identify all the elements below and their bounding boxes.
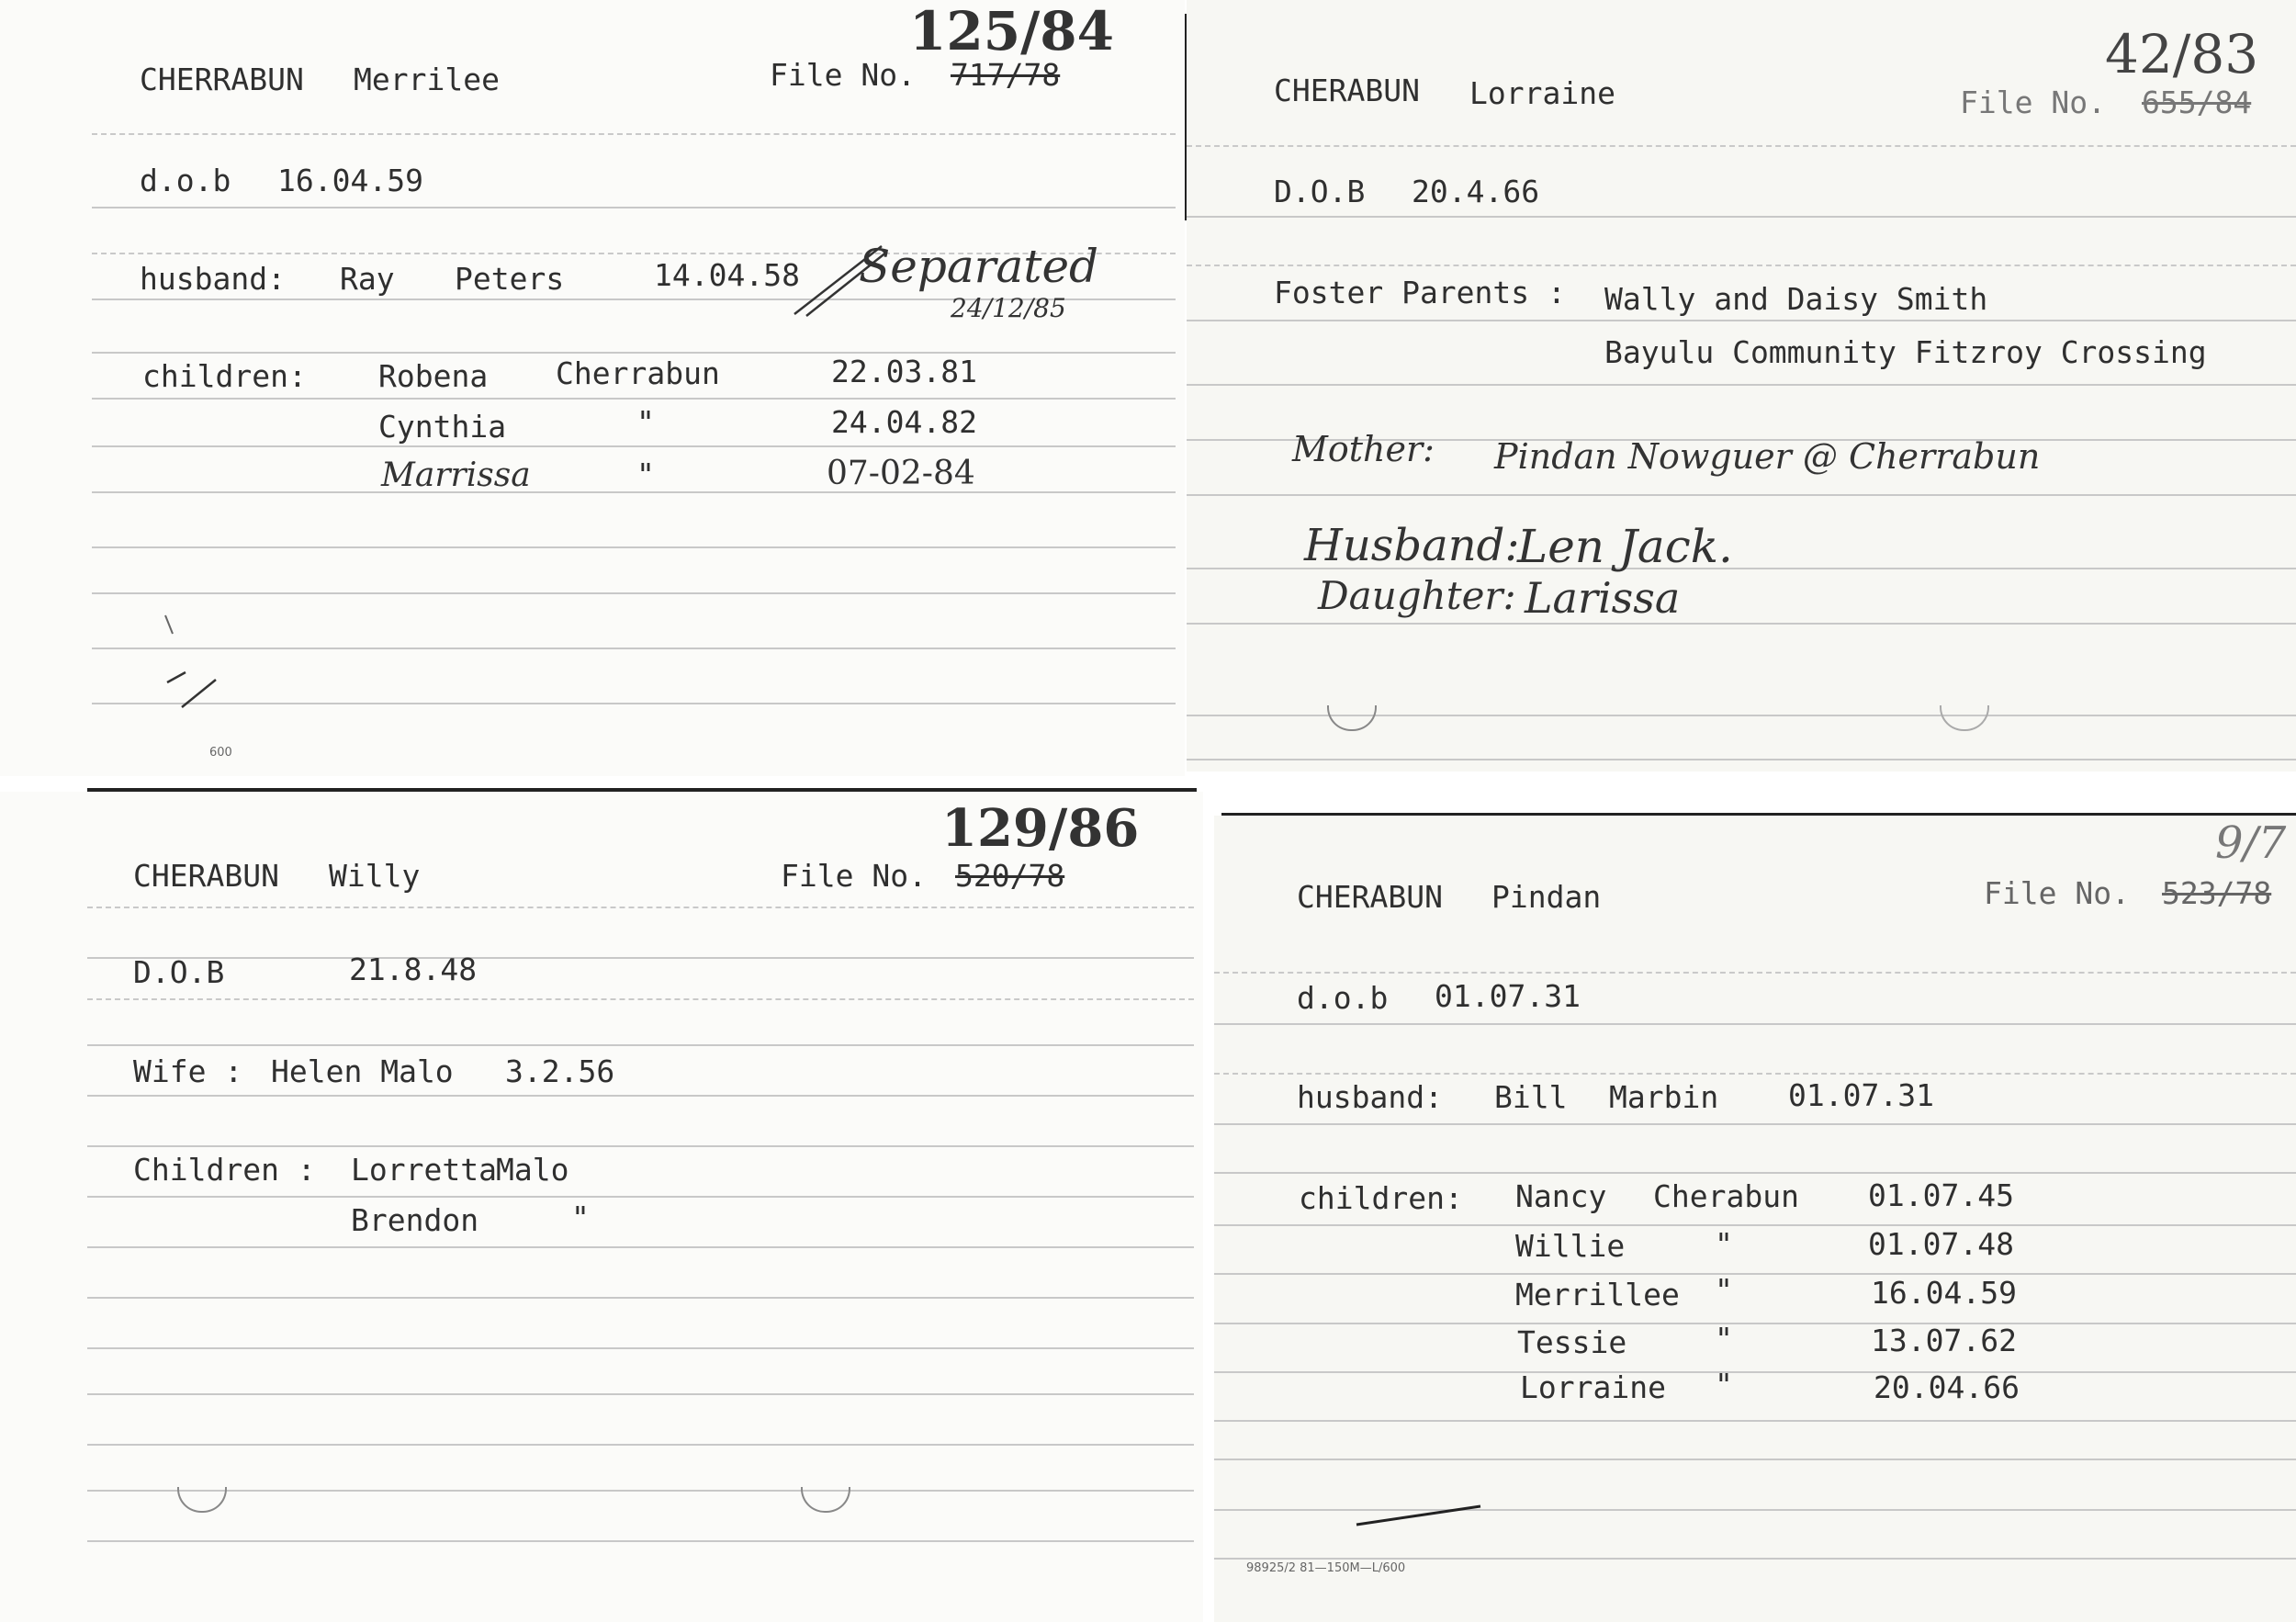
child-surname: " <box>636 404 655 440</box>
child-name: Tessie <box>1517 1324 1627 1360</box>
child-dob: 22.03.81 <box>831 354 977 389</box>
children-label: children: <box>142 358 307 394</box>
index-card-merrilee <box>0 0 1185 776</box>
file-number-new: 42/83 <box>2105 23 2259 85</box>
file-number-new: 9/7 <box>2215 817 2287 869</box>
separated-date: 24/12/85 <box>951 293 1066 323</box>
child-name: Merrillee <box>1515 1277 1680 1312</box>
daughter-name: Larissa <box>1525 573 1681 623</box>
file-label: File No. <box>1960 84 2106 120</box>
form-code: 600 <box>209 746 232 760</box>
husband-dob: 14.04.58 <box>654 257 800 293</box>
given-name: Lorraine <box>1469 75 1615 111</box>
dob-label: d.o.b <box>1297 980 1389 1016</box>
surname: CHERABUN <box>1274 73 1420 108</box>
child-surname: " <box>1715 1226 1733 1262</box>
dob-label: D.O.B <box>1274 174 1366 209</box>
dob-label: D.O.B <box>133 954 225 990</box>
wife-label: Wife : <box>133 1053 243 1089</box>
index-card-pindan <box>1214 816 2296 1622</box>
file-number-old: 520/78 <box>955 858 1065 894</box>
file-number-old: 717/78 <box>951 57 1061 93</box>
file-number-new: 129/86 <box>941 798 1140 859</box>
child-name: Marrissa <box>381 456 531 494</box>
children-label: children: <box>1299 1180 1463 1216</box>
card-notch <box>177 1487 227 1513</box>
dob-value: 01.07.31 <box>1435 978 1581 1014</box>
pencil-stroke-icon <box>1352 1495 1490 1532</box>
child-surname: " <box>571 1200 590 1235</box>
surname: CHERRABUN <box>140 62 304 97</box>
surname: CHERABUN <box>133 858 279 894</box>
child-name: Lorraine <box>1520 1369 1666 1405</box>
dob-value: 20.4.66 <box>1412 174 1540 209</box>
child-surname: " <box>1715 1367 1733 1402</box>
wife-name: Helen Malo <box>271 1053 454 1089</box>
husband-dob: 01.07.31 <box>1788 1077 1934 1113</box>
child-surname: Malo <box>496 1152 569 1188</box>
child-dob: 16.04.59 <box>1871 1275 2017 1311</box>
file-number-old: 523/78 <box>2162 875 2272 911</box>
child-name: Nancy <box>1515 1178 1607 1214</box>
husband-first-name: Bill <box>1494 1079 1568 1115</box>
mother-label: Mother: <box>1292 429 1435 469</box>
child-surname: Cherabun <box>1653 1178 1799 1214</box>
file-number-old: 655/84 <box>2142 84 2252 120</box>
card-notch <box>1940 705 1989 731</box>
given-name: Willy <box>329 858 421 894</box>
file-label: File No. <box>1984 875 2130 911</box>
child-dob: 07-02-84 <box>827 455 975 492</box>
husband-last-name: Marbin <box>1609 1079 1719 1115</box>
wife-dob: 3.2.56 <box>505 1053 615 1089</box>
daughter-label: Daughter: <box>1318 573 1516 618</box>
foster-parents-names: Wally and Daisy Smith <box>1604 281 1988 317</box>
foster-parents-place: Bayulu Community Fitzroy Crossing <box>1604 334 2207 370</box>
husband-label: Husband: <box>1304 520 1520 571</box>
child-surname: Cherrabun <box>556 355 720 391</box>
child-surname: " <box>1715 1321 1733 1357</box>
child-dob: 20.04.66 <box>1874 1369 2020 1405</box>
child-name: Brendon <box>351 1202 479 1238</box>
index-card-lorraine <box>1187 0 2296 772</box>
child-surname: " <box>1715 1272 1733 1308</box>
child-dob: 24.04.82 <box>831 404 977 440</box>
child-name: Lorretta <box>351 1152 497 1188</box>
index-card-willy <box>0 792 1203 1622</box>
child-name: Robena <box>378 358 489 394</box>
pencil-mark-icon <box>156 606 239 716</box>
file-label: File No. <box>770 57 916 93</box>
child-dob: 01.07.45 <box>1868 1177 2014 1213</box>
child-dob: 13.07.62 <box>1871 1323 2017 1358</box>
card-notch <box>1327 705 1377 731</box>
husband-first-name: Ray <box>340 261 395 297</box>
file-label: File No. <box>781 858 927 894</box>
form-code: 98925/2 81—150M—L/600 <box>1246 1561 1406 1575</box>
child-dob: 01.07.48 <box>1868 1226 2014 1262</box>
dob-value: 16.04.59 <box>277 163 423 198</box>
children-label: Children : <box>133 1152 316 1188</box>
given-name: Pindan <box>1491 879 1602 915</box>
husband-label: husband: <box>1297 1079 1443 1115</box>
file-number-new: 125/84 <box>909 0 1114 62</box>
husband-last-name: Peters <box>455 261 565 297</box>
child-surname: " <box>636 456 655 492</box>
given-name: Merrilee <box>354 62 500 97</box>
husband-label: husband: <box>140 261 286 297</box>
dob-label: d.o.b <box>140 163 231 198</box>
mother-name: Pindan Nowguer @ Cherrabun <box>1494 436 2041 477</box>
husband-name: Len Jack. <box>1517 520 1733 573</box>
child-name: Cynthia <box>378 409 507 445</box>
foster-parents-label: Foster Parents : <box>1274 275 1566 310</box>
child-name: Willie <box>1515 1228 1626 1264</box>
card-notch <box>801 1487 850 1513</box>
surname: CHERABUN <box>1297 879 1443 915</box>
dob-value: 21.8.48 <box>349 952 478 987</box>
separated-note: Separated <box>859 240 1099 293</box>
